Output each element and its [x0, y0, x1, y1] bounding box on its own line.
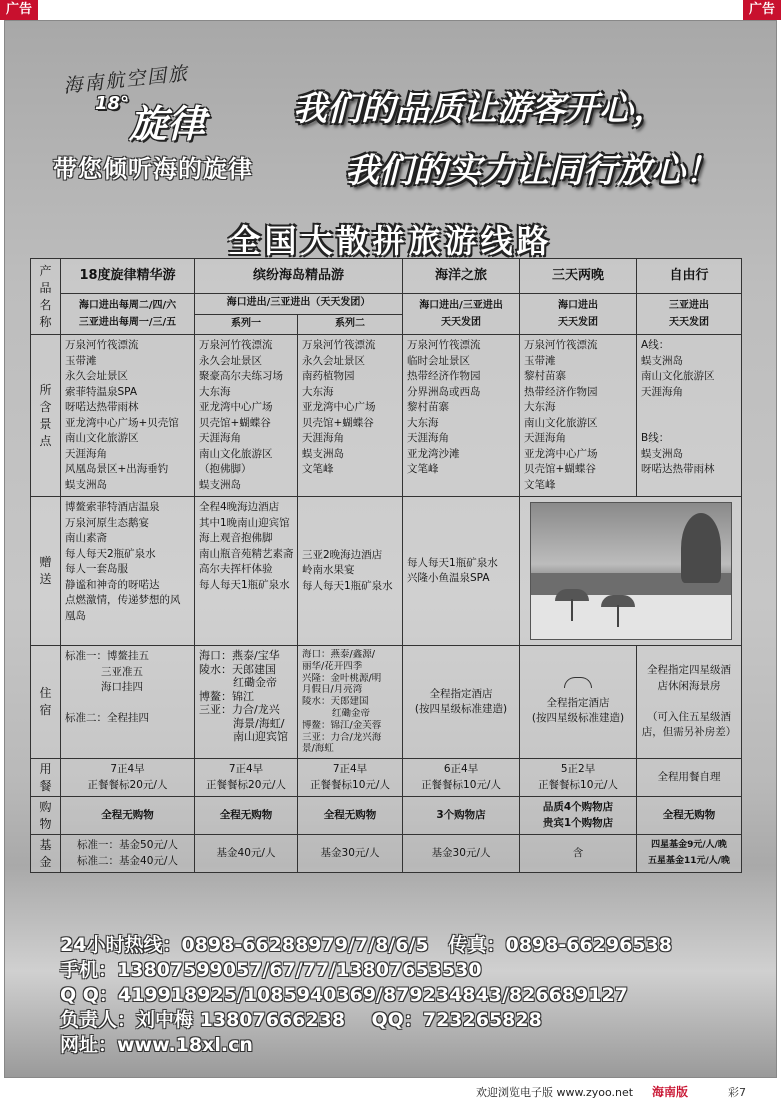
table-row — [31, 335, 742, 497]
shopping-info: 全程无购物 — [298, 797, 403, 835]
footer-page-number: 彩7 — [728, 1086, 746, 1099]
website[interactable]: 网址：www.18xl.cn — [60, 1034, 253, 1056]
shopping-info: 3个购物店 — [403, 797, 520, 835]
mobile: 手机：13807599057/67/77/13807653530 — [60, 959, 482, 981]
meal-info: 7正4早 正餐餐标20元/人 — [61, 759, 195, 797]
stay-info: 海口：燕泰/鑫源/ 丽华/花开四季 兴隆：金叶桃源/明 月假日/月亮湾 陵水：天郎建国 红磡金帝 博鳌：锦江/金芙蓉 三亚：力合/龙兴海 景/海虹 — [298, 646, 403, 759]
scenic-list: 万泉河竹筏漂流 临时会址景区 热带经济作物园 分界洲岛或西岛 黎村苗寨 大东海 天涯海角 亚龙湾沙滩 文笔峰 — [403, 335, 520, 497]
stay-info: 海口：燕泰/宝华 陵水：天郎建国 红磡金帝 博鳌：锦江 三亚：力合/龙兴 海景/海虹/ 南山迎宾馆 — [195, 646, 298, 759]
shopping-info: 全程无购物 — [195, 797, 298, 835]
fund-info: 四星基金9元/人/晚 五星基金11元/人/晚 — [637, 835, 742, 873]
logo-text: 旋律 — [129, 102, 206, 146]
ad-tag-left: 广告 — [0, 0, 38, 20]
shopping-info: 全程无购物 — [61, 797, 195, 835]
series-label: 系列二 — [298, 314, 403, 335]
scenic-list: A线： 蜈支洲岛 南山文化旅游区 天涯海角 B线： 蜈支洲岛 呀喏达热带雨林 — [637, 335, 742, 497]
footer-edition: 海南版 — [652, 1085, 689, 1099]
row-label-shop: 购 物 — [31, 797, 61, 835]
row-label-scenic: 所 含 景 点 — [31, 335, 61, 497]
beach-photo — [530, 502, 732, 640]
palm-tree-icon — [681, 513, 721, 583]
route-name: 海洋之旅 — [403, 259, 520, 294]
page-footer — [0, 1080, 781, 1100]
umbrella-pole — [571, 599, 573, 621]
scenic-list: 万泉河竹筏漂流 永久会址景区 南药植物园 大东海 亚龙湾中心广场 贝壳馆+蝴蝶谷 天涯海角 蜈支洲岛 文笔峰 — [298, 335, 403, 497]
headline-2: 我们的实力让同行放心！ — [345, 151, 719, 191]
fund-info: 基金40元/人 — [195, 835, 298, 873]
scenic-list: 万泉河竹筏漂流 永久会址景区 聚豪高尔夫练习场 大东海 亚龙湾中心广场 贝壳馆+蝴蝶谷 天涯海角 南山文化旅游区 （抱佛脚） 蜈支洲岛 — [195, 335, 298, 497]
fund-info: 含 — [520, 835, 637, 873]
meal-info: 5正2早 正餐餐标10元/人 — [520, 759, 637, 797]
qq: 723265828 — [422, 1009, 542, 1031]
ad-tag-right: 广告 — [743, 0, 781, 20]
routes-table — [30, 258, 742, 873]
stay-info: 全程指定酒店 (按四星级标准建造) — [403, 646, 520, 759]
hotline-line — [60, 930, 672, 957]
departure-info: 三亚进出 天天发团 — [637, 294, 742, 335]
scenic-list: 万泉河竹筏漂流 玉带滩 永久会址景区 索菲特温泉SPA 呀喏达热带雨林 亚龙湾中心广场+贝壳馆 南山文化旅游区 天涯海角 风凰岛景区+出海垂钓 蜈支洲岛 — [61, 335, 195, 497]
route-name: 自由行 — [637, 259, 742, 294]
row-label-stay: 住 宿 — [31, 646, 61, 759]
meal-info: 7正4早 正餐餐标20元/人 — [195, 759, 298, 797]
parachute-icon — [564, 677, 592, 688]
brand-logo — [95, 93, 205, 148]
fund-info: 基金30元/人 — [298, 835, 403, 873]
route-name: 18度旋律精华游 — [61, 259, 195, 294]
brand-slogan: 带您倾听海的旋律 — [53, 155, 253, 183]
umbrella-pole — [617, 605, 619, 627]
qq-list: Q Q：419918925/1085940369/879234843/826689127 — [60, 984, 628, 1006]
footer-website-note[interactable]: 欢迎浏览电子版 www.zyoo.net — [476, 1086, 634, 1099]
shopping-info: 全程无购物 — [637, 797, 742, 835]
meal-info: 7正4早 正餐餐标10元/人 — [298, 759, 403, 797]
stay-info: 全程指定四星级酒 店休闲海景房 （可入住五星级酒 店，但需另补房差） — [637, 646, 742, 759]
table-row — [31, 259, 742, 294]
headline-1: 我们的品质让游客开心， — [293, 89, 667, 129]
table-row — [31, 797, 742, 835]
table-row — [31, 835, 742, 873]
row-label-fund: 基 金 — [31, 835, 61, 873]
route-name: 缤纷海岛精品游 — [195, 259, 403, 294]
table-row — [31, 497, 742, 646]
departure-info: 海口进出每周二/四/六 三亚进出每周一/三/五 — [61, 294, 195, 335]
scenic-list: 万泉河竹筏漂流 玉带滩 黎村苗寨 热带经济作物园 大东海 南山文化旅游区 天涯海角 亚龙湾中心广场 贝壳馆+蝴蝶谷 文笔峰 — [520, 335, 637, 497]
fund-info: 基金30元/人 — [403, 835, 520, 873]
stay-info: 全程指定酒店 (按四星级标准建造) — [520, 646, 637, 759]
company-name: 海南航空国旅 — [62, 62, 190, 98]
row-label-product: 产 品 名 称 — [31, 259, 61, 335]
gift-list: 每人每天1瓶矿泉水 兴隆小鱼温泉SPA — [403, 497, 520, 646]
stay-info: 标准一：博鳌挂五 三亚准五 海口挂四 标准二：全程挂四 — [61, 646, 195, 759]
fund-info: 标准一：基金50元/人 标准二：基金40元/人 — [61, 835, 195, 873]
manager-line — [60, 1005, 542, 1032]
gift-list: 三亚2晚海边酒店 岭南水果宴 每人每天1瓶矿泉水 — [298, 497, 403, 646]
fax: 传真：0898-66296538 — [448, 934, 672, 956]
meal-info: 6正4早 正餐餐标10元/人 — [403, 759, 520, 797]
shopping-info: 品质4个购物店 贵宾1个购物店 — [520, 797, 637, 835]
gift-list: 博鳌索菲特酒店温泉 万泉河原生态鹅宴 南山素斋 每人每天2瓶矿泉水 每人一套岛服 静谧和神奇的呀喏达 点燃激情，传递梦想的风 凰岛 — [61, 497, 195, 646]
qq-label: QQ： — [371, 1009, 423, 1031]
routes-title: 全国大散拼旅游线路 — [228, 222, 553, 260]
row-label-gift: 赠 送 — [31, 497, 61, 646]
table-row — [31, 294, 742, 315]
series-label: 系列一 — [195, 314, 298, 335]
manager: 刘中梅 13807666238 — [136, 1009, 346, 1031]
table-row — [31, 759, 742, 797]
gift-list: 全程4晚海边酒店 其中1晚南山迎宾馆 海上观音抱佛脚 南山瓶音苑精艺素斋 高尔夫挥杆体验 每人每天1瓶矿泉水 — [195, 497, 298, 646]
departure-info: 海口进出 天天发团 — [520, 294, 637, 335]
hotline: 24小时热线：0898-66288979/7/8/6/5 — [60, 934, 429, 956]
departure-info: 海口进出/三亚进出 天天发团 — [403, 294, 520, 335]
departure-info: 海口进出/三亚进出（天天发团） — [195, 294, 403, 315]
beach-photo-cell — [520, 497, 742, 646]
logo-number: 18° — [95, 93, 130, 114]
table-row — [31, 646, 742, 759]
meal-info: 全程用餐自理 — [637, 759, 742, 797]
row-label-meal: 用 餐 — [31, 759, 61, 797]
route-name: 三天两晚 — [520, 259, 637, 294]
manager-label: 负责人： — [60, 1009, 137, 1031]
